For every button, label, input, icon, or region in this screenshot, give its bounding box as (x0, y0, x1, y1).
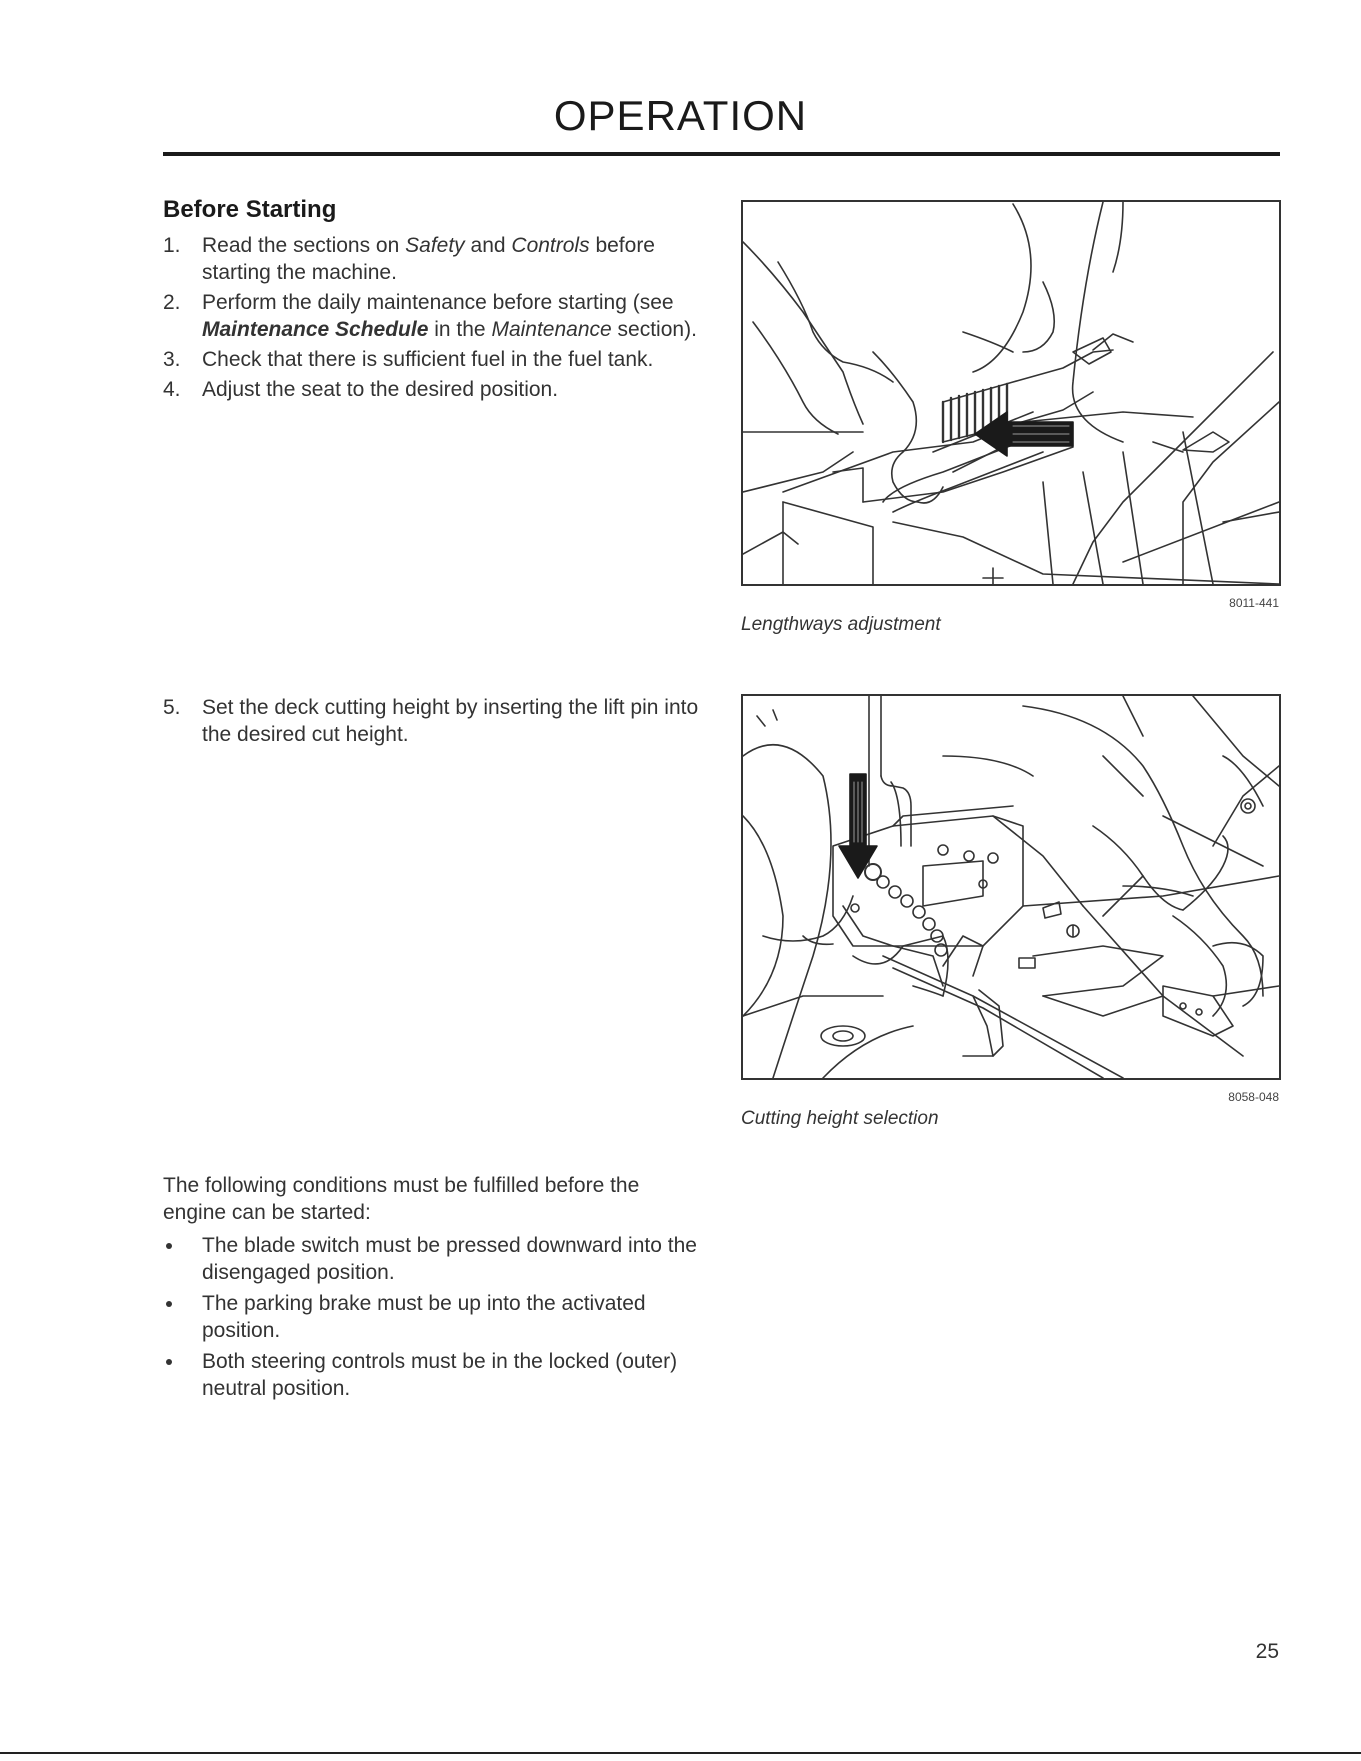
controls-reference: Controls (511, 234, 590, 257)
condition-item: The parking brake must be up into the activated position. (163, 1290, 703, 1344)
condition-item: The blade switch must be pressed downward into the disengaged position. (163, 1232, 703, 1286)
page-number: 25 (1255, 1640, 1279, 1663)
maintenance-reference: Maintenance (491, 318, 612, 341)
step-item (163, 346, 703, 373)
step-text: Set the deck cutting height by inserting the lift pin into the desired cut height. (202, 696, 699, 746)
title-rule (163, 152, 1280, 156)
figure-caption: Cutting height selection (741, 1108, 939, 1129)
step-number: 4. (163, 378, 181, 401)
step-item (163, 232, 703, 286)
deck-lift-pin-illustration-icon (741, 694, 1281, 1080)
figure-code: 8058-048 (1228, 1090, 1279, 1104)
steps-list (163, 232, 703, 406)
section-heading: Before Starting (163, 196, 337, 223)
step-item (163, 289, 703, 343)
seat-adjust-lever-illustration-icon (741, 200, 1281, 586)
figure-cutting-height-selection (741, 694, 1279, 1134)
step-text: Read the sections on Safety and Controls before starting the machine. (202, 234, 655, 284)
step-text: Check that there is sufficient fuel in the fuel tank. (202, 348, 654, 371)
figure-lengthways-adjustment (741, 200, 1279, 640)
step-item (163, 376, 703, 403)
conditions-list (163, 1232, 703, 1406)
figure-caption: Lengthways adjustment (741, 614, 941, 635)
condition-item: Both steering controls must be in the locked (outer) neutral position. (163, 1348, 703, 1402)
step-text: Perform the daily maintenance before starting (see Maintenance Schedule in the Maintenance section). (202, 291, 697, 341)
safety-reference: Safety (405, 234, 465, 257)
steps-list-continued (163, 694, 703, 751)
step-number: 5. (163, 696, 181, 719)
page-title: OPERATION (553, 92, 808, 139)
step-number: 1. (163, 234, 181, 257)
figure-code: 8011-441 (1229, 596, 1279, 610)
step-item (163, 694, 703, 748)
conditions-intro: The following conditions must be fulfilled before the engine can be started: (163, 1174, 640, 1224)
step-text: Adjust the seat to the desired position. (202, 378, 559, 401)
step-number: 3. (163, 348, 181, 371)
maintenance-schedule-reference: Maintenance Schedule (202, 318, 429, 341)
bottom-rule (0, 1752, 1361, 1754)
step-number: 2. (163, 291, 181, 314)
